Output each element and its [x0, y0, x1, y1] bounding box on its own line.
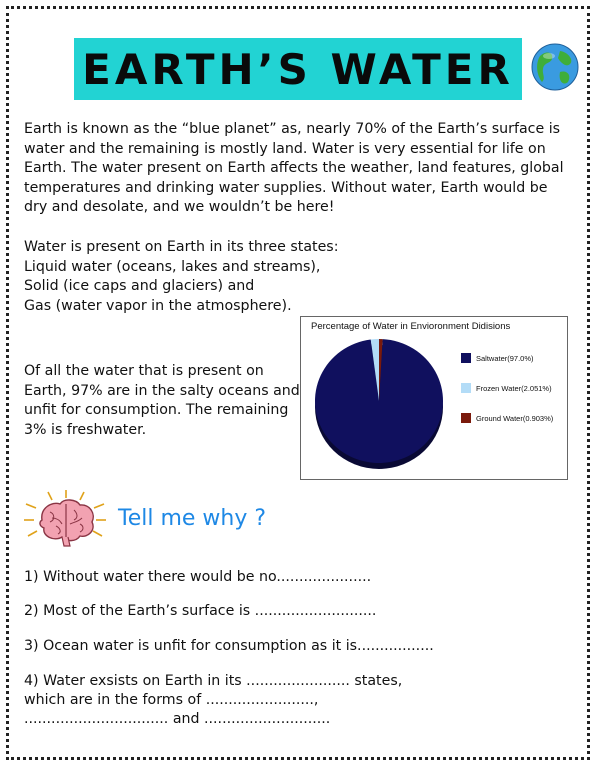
- legend-item-frozen-water: [461, 381, 567, 395]
- legend-swatch-saltwater: [461, 353, 471, 363]
- question-4-line-1: 4) Water exsists on Earth in its ....................... states,: [24, 673, 403, 689]
- section-heading: Tell me why ?: [118, 506, 267, 531]
- legend-label-frozen-water: Frozen Water(2.051%): [476, 383, 552, 393]
- water-pie-chart: [300, 316, 568, 480]
- question-4-line-3: ................................ and ............................: [24, 711, 331, 727]
- question-3: 3) Ocean water is unfit for consumption as it is.................: [24, 638, 434, 654]
- legend-item-saltwater: [461, 351, 567, 365]
- legend-swatch-frozen-water: [461, 383, 471, 393]
- states-intro: Water is present on Earth in its three states:: [24, 239, 339, 255]
- legend-label-saltwater: Saltwater(97.0%): [476, 353, 534, 363]
- chart-legend: [461, 351, 567, 441]
- brain-icon: [22, 490, 108, 550]
- question-2: 2) Most of the Earth’s surface is ...........................: [24, 603, 377, 619]
- question-1: 1) Without water there would be no.....................: [24, 569, 372, 585]
- page-title: EARTH’S WATER: [82, 44, 514, 94]
- globe-icon: [530, 42, 580, 92]
- title-banner: [74, 38, 522, 100]
- legend-label-ground-water: Ground Water(0.903%): [476, 413, 554, 423]
- legend-item-ground-water: [461, 411, 567, 425]
- state-liquid: Liquid water (oceans, lakes and streams),: [24, 258, 321, 275]
- question-4: [24, 672, 572, 729]
- state-solid: Solid (ice caps and glaciers) and: [24, 278, 255, 294]
- question-4-line-2: which are in the forms of ........................,: [24, 692, 319, 708]
- legend-swatch-ground-water: [461, 413, 471, 423]
- chart-title: Percentage of Water in Envioronment Didisions: [311, 321, 511, 332]
- intro-paragraph: Earth is known as the “blue planet” as, nearly 70% of the Earth’s surface is water and the remaining is mostly land. Water is very essential for life on Earth. The water present on Earth affects the weather, land features, global temperatures and drinking water supplies. Without water, Earth would be dry and desolate, and we wouldn’t be here!: [24, 121, 564, 215]
- state-gas: Gas (water vapor in the atmosphere).: [24, 297, 292, 314]
- states-paragraph: [24, 238, 384, 316]
- distribution-paragraph: Of all the water that is present on Earth, 97% are in the salty oceans and unfit for consumption. The remaining 3% is freshwater.: [24, 363, 300, 438]
